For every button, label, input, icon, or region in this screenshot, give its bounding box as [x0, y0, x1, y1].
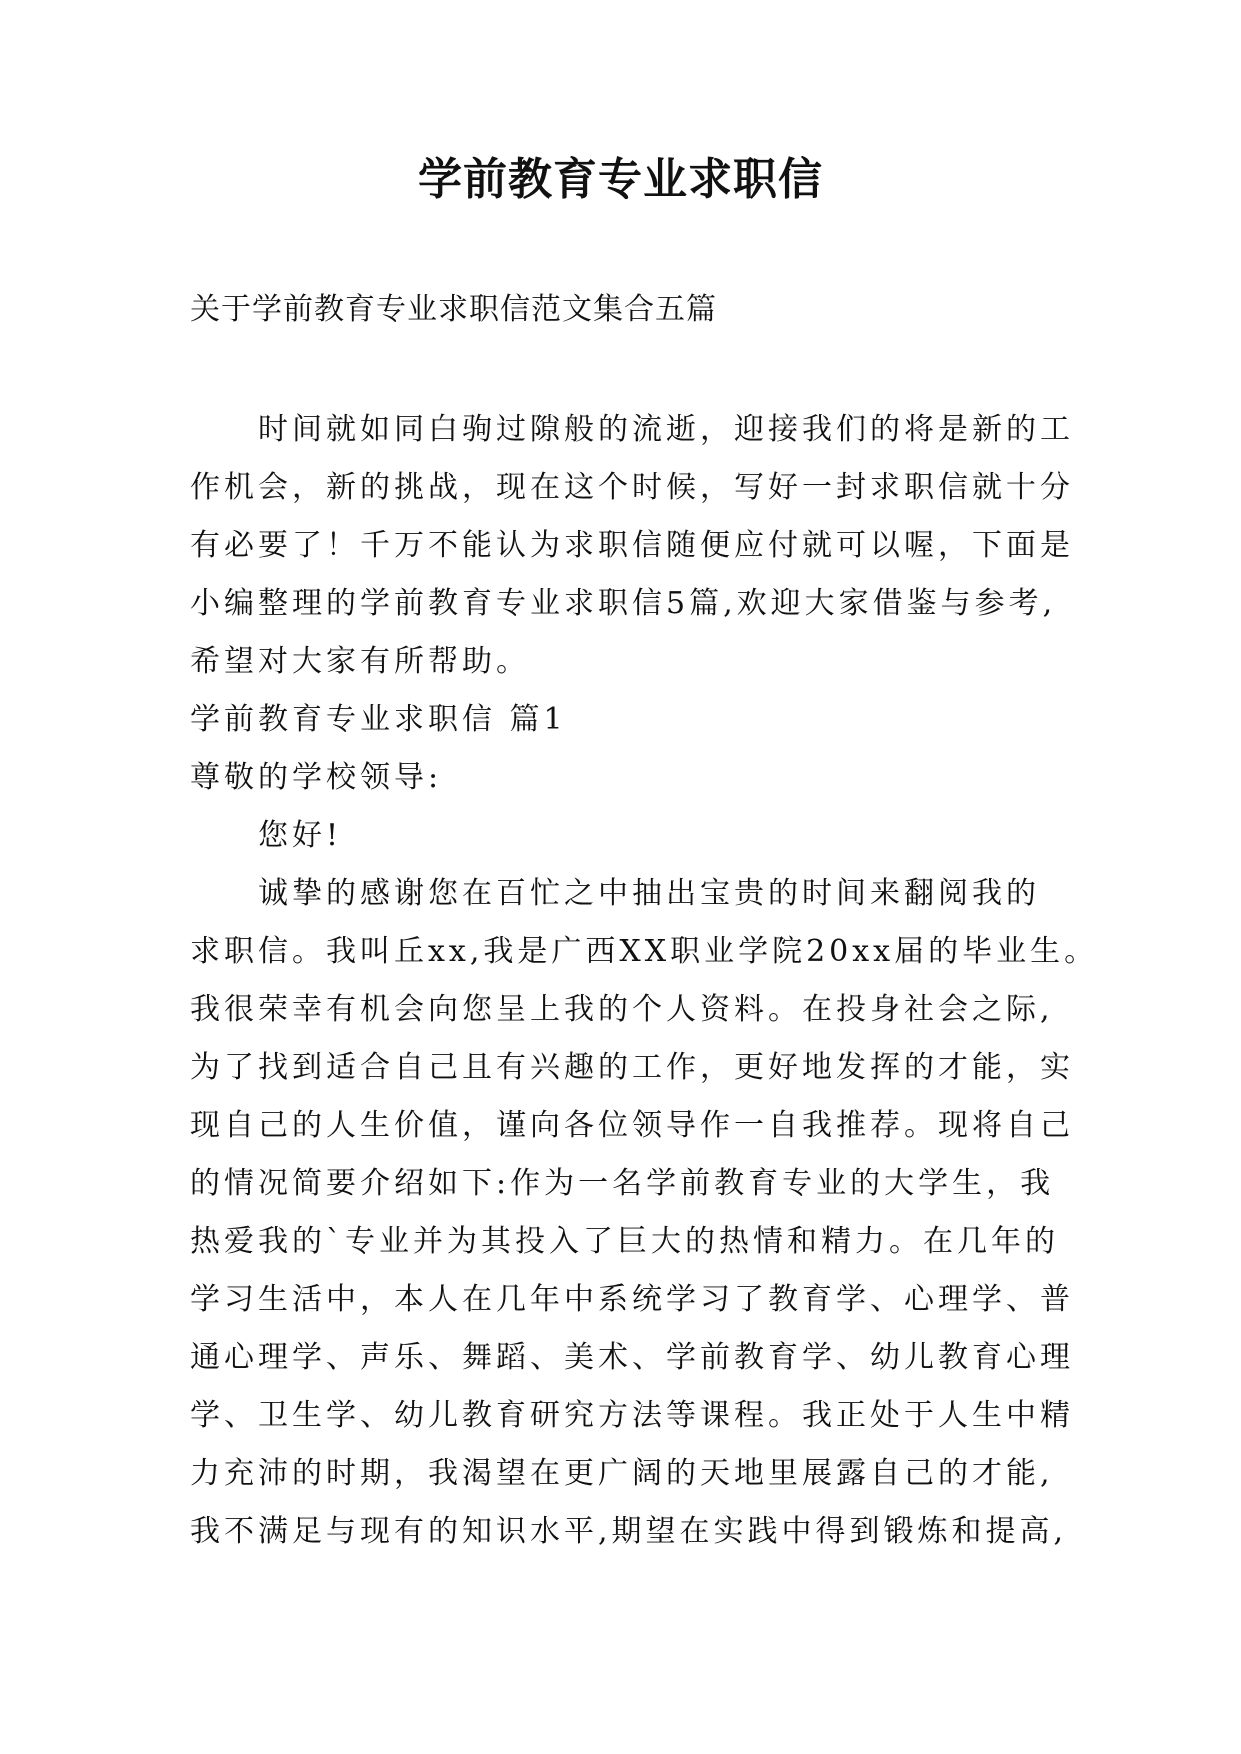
document-subtitle: 关于学前教育专业求职信范文集合五篇 — [190, 292, 717, 327]
body-line: 作机会，新的挑战，现在这个时候，写好一封求职信就十分 — [190, 470, 1074, 505]
body-line: 希望对大家有所帮助。 — [190, 644, 530, 679]
body-line: 小编整理的学前教育专业求职信5篇,欢迎大家借鉴与参考, — [190, 586, 1057, 621]
document-title: 学前教育专业求职信 — [418, 154, 823, 205]
body-line: 求职信。我叫丘xx,我是广西XX职业学院20xx届的毕业生。 — [190, 934, 1099, 969]
body-line: 现自己的人生价值，谨向各位领导作一自我推荐。现将自己 — [190, 1108, 1074, 1143]
body-line: 通心理学、声乐、舞蹈、美术、学前教育学、幼儿教育心理 — [190, 1340, 1074, 1375]
body-line: 热爱我的`专业并为其投入了巨大的热情和精力。在几年的 — [190, 1224, 1059, 1259]
body-line: 有必要了！千万不能认为求职信随便应付就可以喔，下面是 — [190, 528, 1074, 563]
body-line: 我不满足与现有的知识水平,期望在实践中得到锻炼和提高, — [190, 1514, 1068, 1549]
body-line: 为了找到适合自己且有兴趣的工作，更好地发挥的才能，实 — [190, 1050, 1074, 1085]
body-line: 学、卫生学、幼儿教育研究方法等课程。我正处于人生中精 — [190, 1398, 1074, 1433]
body-line: 学习生活中，本人在几年中系统学习了教育学、心理学、普 — [190, 1282, 1074, 1317]
body-line: 力充沛的时期，我渴望在更广阔的天地里展露自己的才能, — [190, 1456, 1054, 1491]
body-line: 的情况简要介绍如下:作为一名学前教育专业的大学生，我 — [190, 1166, 1055, 1201]
salutation: 尊敬的学校领导: — [190, 760, 443, 795]
body-line: 我很荣幸有机会向您呈上我的个人资料。在投身社会之际, — [190, 992, 1054, 1027]
section-heading: 学前教育专业求职信 篇1 — [190, 702, 567, 737]
greeting: 您好! — [190, 818, 343, 853]
body-line: 诚挚的感谢您在百忙之中抽出宝贵的时间来翻阅我的 — [190, 876, 1040, 911]
body-line: 时间就如同白驹过隙般的流逝，迎接我们的将是新的工 — [190, 412, 1074, 447]
